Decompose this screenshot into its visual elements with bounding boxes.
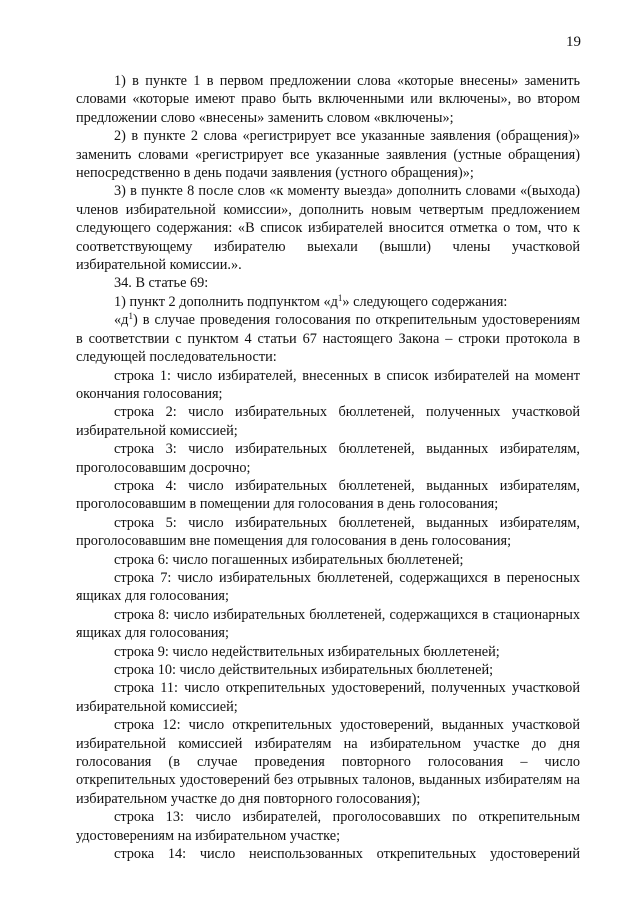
paragraph-item-1: 1) в пункте 1 в первом предложении слова «которые внесены» заменить словами «которые имеют право быть включенными или включены», во втором предложении слово «внесены» заменить словом «включены»; bbox=[76, 73, 580, 126]
paragraph-item-supplement bbox=[76, 293, 580, 311]
protocol-line-10: строка 10: число действительных избирательных бюллетеней; bbox=[114, 662, 494, 678]
page-number: 19 bbox=[566, 34, 581, 50]
protocol-line-3: строка 3: число избирательных бюллетеней, выданных избирателям, проголосовавшим досрочно; bbox=[76, 441, 580, 476]
protocol-line-6: строка 6: число погашенных избирательных бюллетеней; bbox=[114, 551, 464, 568]
document-body bbox=[76, 72, 580, 863]
protocol-line-7: строка 7: число избирательных бюллетеней, содержащихся в переносных ящиках для голосования; bbox=[76, 569, 580, 605]
text-run: 1) пункт 2 дополнить подпунктом «д bbox=[114, 293, 338, 310]
text-run: » следующего содержания: bbox=[342, 293, 508, 310]
protocol-line-12: строка 12: число открепительных удостоверений, выданных участковой избирательной комиссией избирателям на избирательном участке до дня голосования (в случае проведения повторного голосования – число открепительных удостоверений без отрывных талонов, выданных избирателям на избирательном участке до дня повторного голосования); bbox=[76, 717, 580, 807]
protocol-line-8: строка 8: число избирательных бюллетеней, содержащихся в стационарных ящиках для голосования; bbox=[76, 606, 580, 642]
protocol-line-5: строка 5: число избирательных бюллетеней, выданных избирателям, проголосовавшим вне помещения для голосования в день голосования; bbox=[76, 514, 580, 550]
paragraph-subitem-d1 bbox=[76, 311, 580, 366]
protocol-line-11: строка 11: число открепительных удостоверений, полученных участковой избирательной комиссией; bbox=[76, 680, 580, 715]
protocol-line-4: строка 4: число избирательных бюллетеней, выданных избирателям, проголосовавшим в помещении для голосования в день голосования; bbox=[76, 477, 580, 513]
text-run: «д bbox=[114, 312, 129, 329]
text-run: ) в случае проведения голосования по открепительным удостоверениям в соответствии с пунктом 4 статьи 67 настоящего Закона – строки протокола в следующей последовательности: bbox=[76, 312, 580, 366]
paragraph-item-2: 2) в пункте 2 слова «регистрирует все указанные заявления (обращения)» заменить словами «регистрирует все указанные заявления (устные обращения) непосредственно в день подачи заявления (устного обращения)»; bbox=[76, 128, 580, 182]
paragraph-item-3: 3) в пункте 8 после слов «к моменту выезда» дополнить словами «(выхода) членов избирательной комиссии», дополнить новым четвертым предложением следующего содержания: «В список избирателей вносится отметка о том, что к соответствующему избирателю выехали (вышли) члены участковой избирательной комиссии.». bbox=[76, 183, 580, 274]
protocol-line-9: строка 9: число недействительных избирательных бюллетеней; bbox=[114, 643, 500, 660]
protocol-line-14: строка 14: число неиспользованных открепительных удостоверений bbox=[114, 846, 580, 863]
protocol-line-1: строка 1: число избирателей, внесенных в список избирателей на момент окончания голосования; bbox=[76, 367, 580, 402]
article-heading: 34. В статье 69: bbox=[114, 275, 209, 292]
superscript: 1 bbox=[128, 311, 133, 322]
protocol-line-2: строка 2: число избирательных бюллетеней, полученных участковой избирательной комиссией; bbox=[76, 404, 580, 439]
superscript: 1 bbox=[337, 292, 343, 303]
protocol-line-13: строка 13: число избирателей, проголосовавших по открепительным удостоверениям на избирательном участке; bbox=[76, 809, 580, 844]
